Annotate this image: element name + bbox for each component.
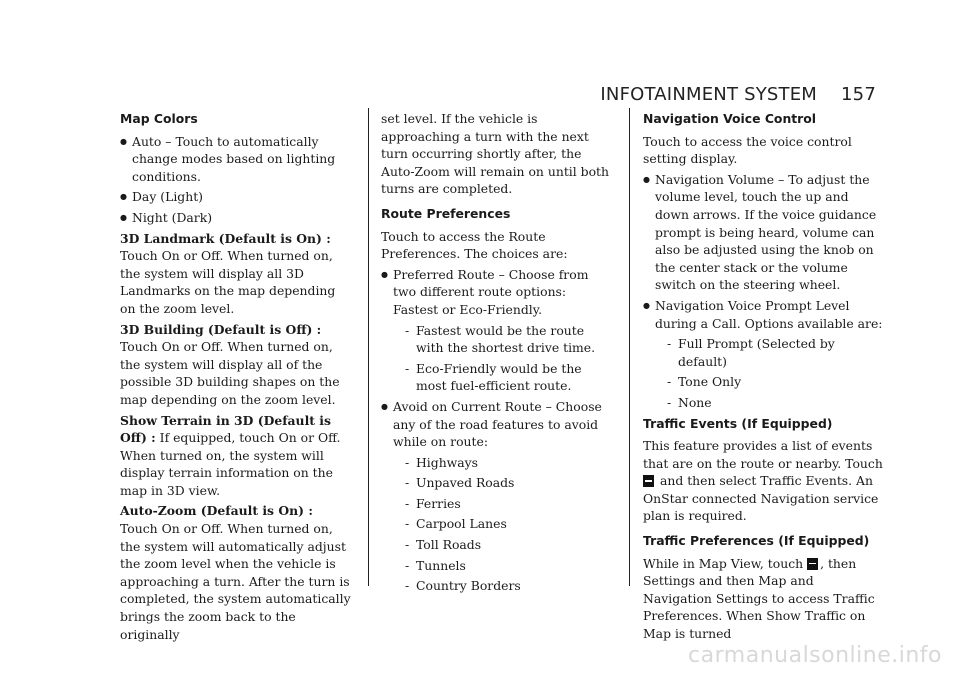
- column-divider-2: [629, 108, 630, 586]
- voice-options-list: [643, 171, 883, 412]
- map-colors-list: [120, 133, 352, 227]
- sub-list-item: - Fastest would be the route with the shortest drive time.: [405, 322, 613, 357]
- landmark-paragraph: [120, 230, 352, 318]
- sub-list-item: - Tunnels: [405, 557, 613, 575]
- section-title: INFOTAINMENT SYSTEM: [600, 84, 818, 105]
- terrain-paragraph: [120, 412, 352, 500]
- sub-list-item: - Full Prompt (Selected by default): [667, 335, 883, 370]
- avoid-route-text: Avoid on Current Route – Choose any of the road features to avoid while on route:: [393, 398, 602, 450]
- traffic-events-heading: Traffic Events (If Equipped): [643, 415, 833, 431]
- route-preferences-heading: Route Preferences: [381, 205, 511, 221]
- building-term: 3D Building (Default is Off) :: [120, 321, 322, 337]
- prompt-level-sublist: [655, 335, 883, 411]
- voice-control-heading: Navigation Voice Control: [643, 111, 817, 126]
- autozoom-continued: set level. If the vehicle is approaching a turn with the next turn occurring shortly after, the Auto-Zoom will remain on until both turns are completed.: [381, 111, 610, 197]
- menu-icon: [643, 475, 654, 487]
- running-head: [600, 84, 876, 105]
- traffic-events-paragraph: [643, 437, 883, 525]
- autozoom-paragraph: [120, 502, 352, 643]
- list-item-prompt-level: [643, 297, 883, 412]
- traffic-events-text-cont: and then select Traffic Events. An OnStar connected Navigation service plan is required.: [643, 473, 879, 524]
- list-item: ● Navigation Volume – To adjust the volume level, touch the up and down arrows. If the voice guidance prompt is being heard, volume can also be adjusted using the knob on the center stack or the volume switch on the steering wheel.: [643, 171, 883, 294]
- sub-list-item: - Country Borders: [405, 577, 613, 595]
- sub-list-item: - Eco-Friendly would be the most fuel-efficient route.: [405, 360, 613, 395]
- traffic-preferences-text: While in Map View, touch: [643, 555, 804, 571]
- map-colors-heading: Map Colors: [120, 111, 198, 126]
- landmark-text: Touch On or Off. When turned on, the system will display all 3D Landmarks on the map depending on the zoom level.: [120, 248, 336, 316]
- sub-list-item: - None: [667, 394, 883, 412]
- preferred-route-sublist: [393, 322, 613, 395]
- autozoom-text: Touch On or Off. When turned on, the system will automatically adjust the zoom level when the vehicle is approaching a turn. After the turn is completed, the system automatically brings the zoom back to the originally: [120, 521, 351, 642]
- watermark: carmanualsonline.info: [688, 643, 942, 668]
- landmark-term: 3D Landmark (Default is On) :: [120, 230, 331, 246]
- list-item-preferred-route: [381, 266, 613, 395]
- traffic-events-text: This feature provides a list of events that are on the route or nearby. Touch: [643, 438, 883, 471]
- sub-list-item: - Ferries: [405, 495, 613, 513]
- list-item: ● Night (Dark): [120, 209, 352, 227]
- avoid-route-sublist: [393, 454, 613, 595]
- list-item: ● Auto – Touch to automatically change modes based on lighting conditions.: [120, 133, 352, 186]
- page-number: 157: [841, 84, 876, 105]
- list-item-avoid-route: [381, 398, 613, 595]
- preferred-route-text: Preferred Route – Choose from two different route options: Fastest or Eco-Friendly.: [393, 266, 589, 317]
- terrain-term: Show Terrain in 3D (Default is Off) :: [120, 412, 331, 446]
- sub-list-item: - Tone Only: [667, 373, 883, 391]
- building-text: Touch On or Off. When turned on, the system will display all of the possible 3D building shapes on the map depending on the zoom level.: [120, 339, 340, 407]
- sub-list-item: - Unpaved Roads: [405, 474, 613, 492]
- terrain-text: If equipped, touch On or Off. When turned on, the system will display terrain information on the map in 3D view.: [120, 430, 341, 498]
- prompt-level-text: Navigation Voice Prompt Level during a Call. Options available are:: [655, 297, 883, 331]
- list-item: ● Day (Light): [120, 188, 352, 206]
- column-3: [643, 110, 883, 646]
- traffic-preferences-paragraph: [643, 555, 883, 643]
- voice-intro: Touch to access the voice control setting display.: [643, 133, 852, 167]
- sub-list-item: - Toll Roads: [405, 536, 613, 554]
- sub-list-item: - Highways: [405, 454, 613, 472]
- route-options-list: [381, 266, 613, 595]
- route-intro: Touch to access the Route Preferences. The choices are:: [381, 228, 568, 262]
- traffic-preferences-text-cont: , then Settings and then Map and Navigation Settings to access Traffic Preferences. When Show Traffic on Map is turned: [643, 555, 875, 642]
- sub-list-item: - Carpool Lanes: [405, 515, 613, 533]
- column-divider-1: [368, 108, 369, 586]
- column-1: [120, 110, 352, 646]
- autozoom-term: Auto-Zoom (Default is On) :: [120, 503, 313, 519]
- traffic-preferences-heading: Traffic Preferences (If Equipped): [643, 533, 870, 549]
- menu-icon: [807, 558, 818, 570]
- building-paragraph: [120, 321, 352, 409]
- column-2: [381, 110, 613, 598]
